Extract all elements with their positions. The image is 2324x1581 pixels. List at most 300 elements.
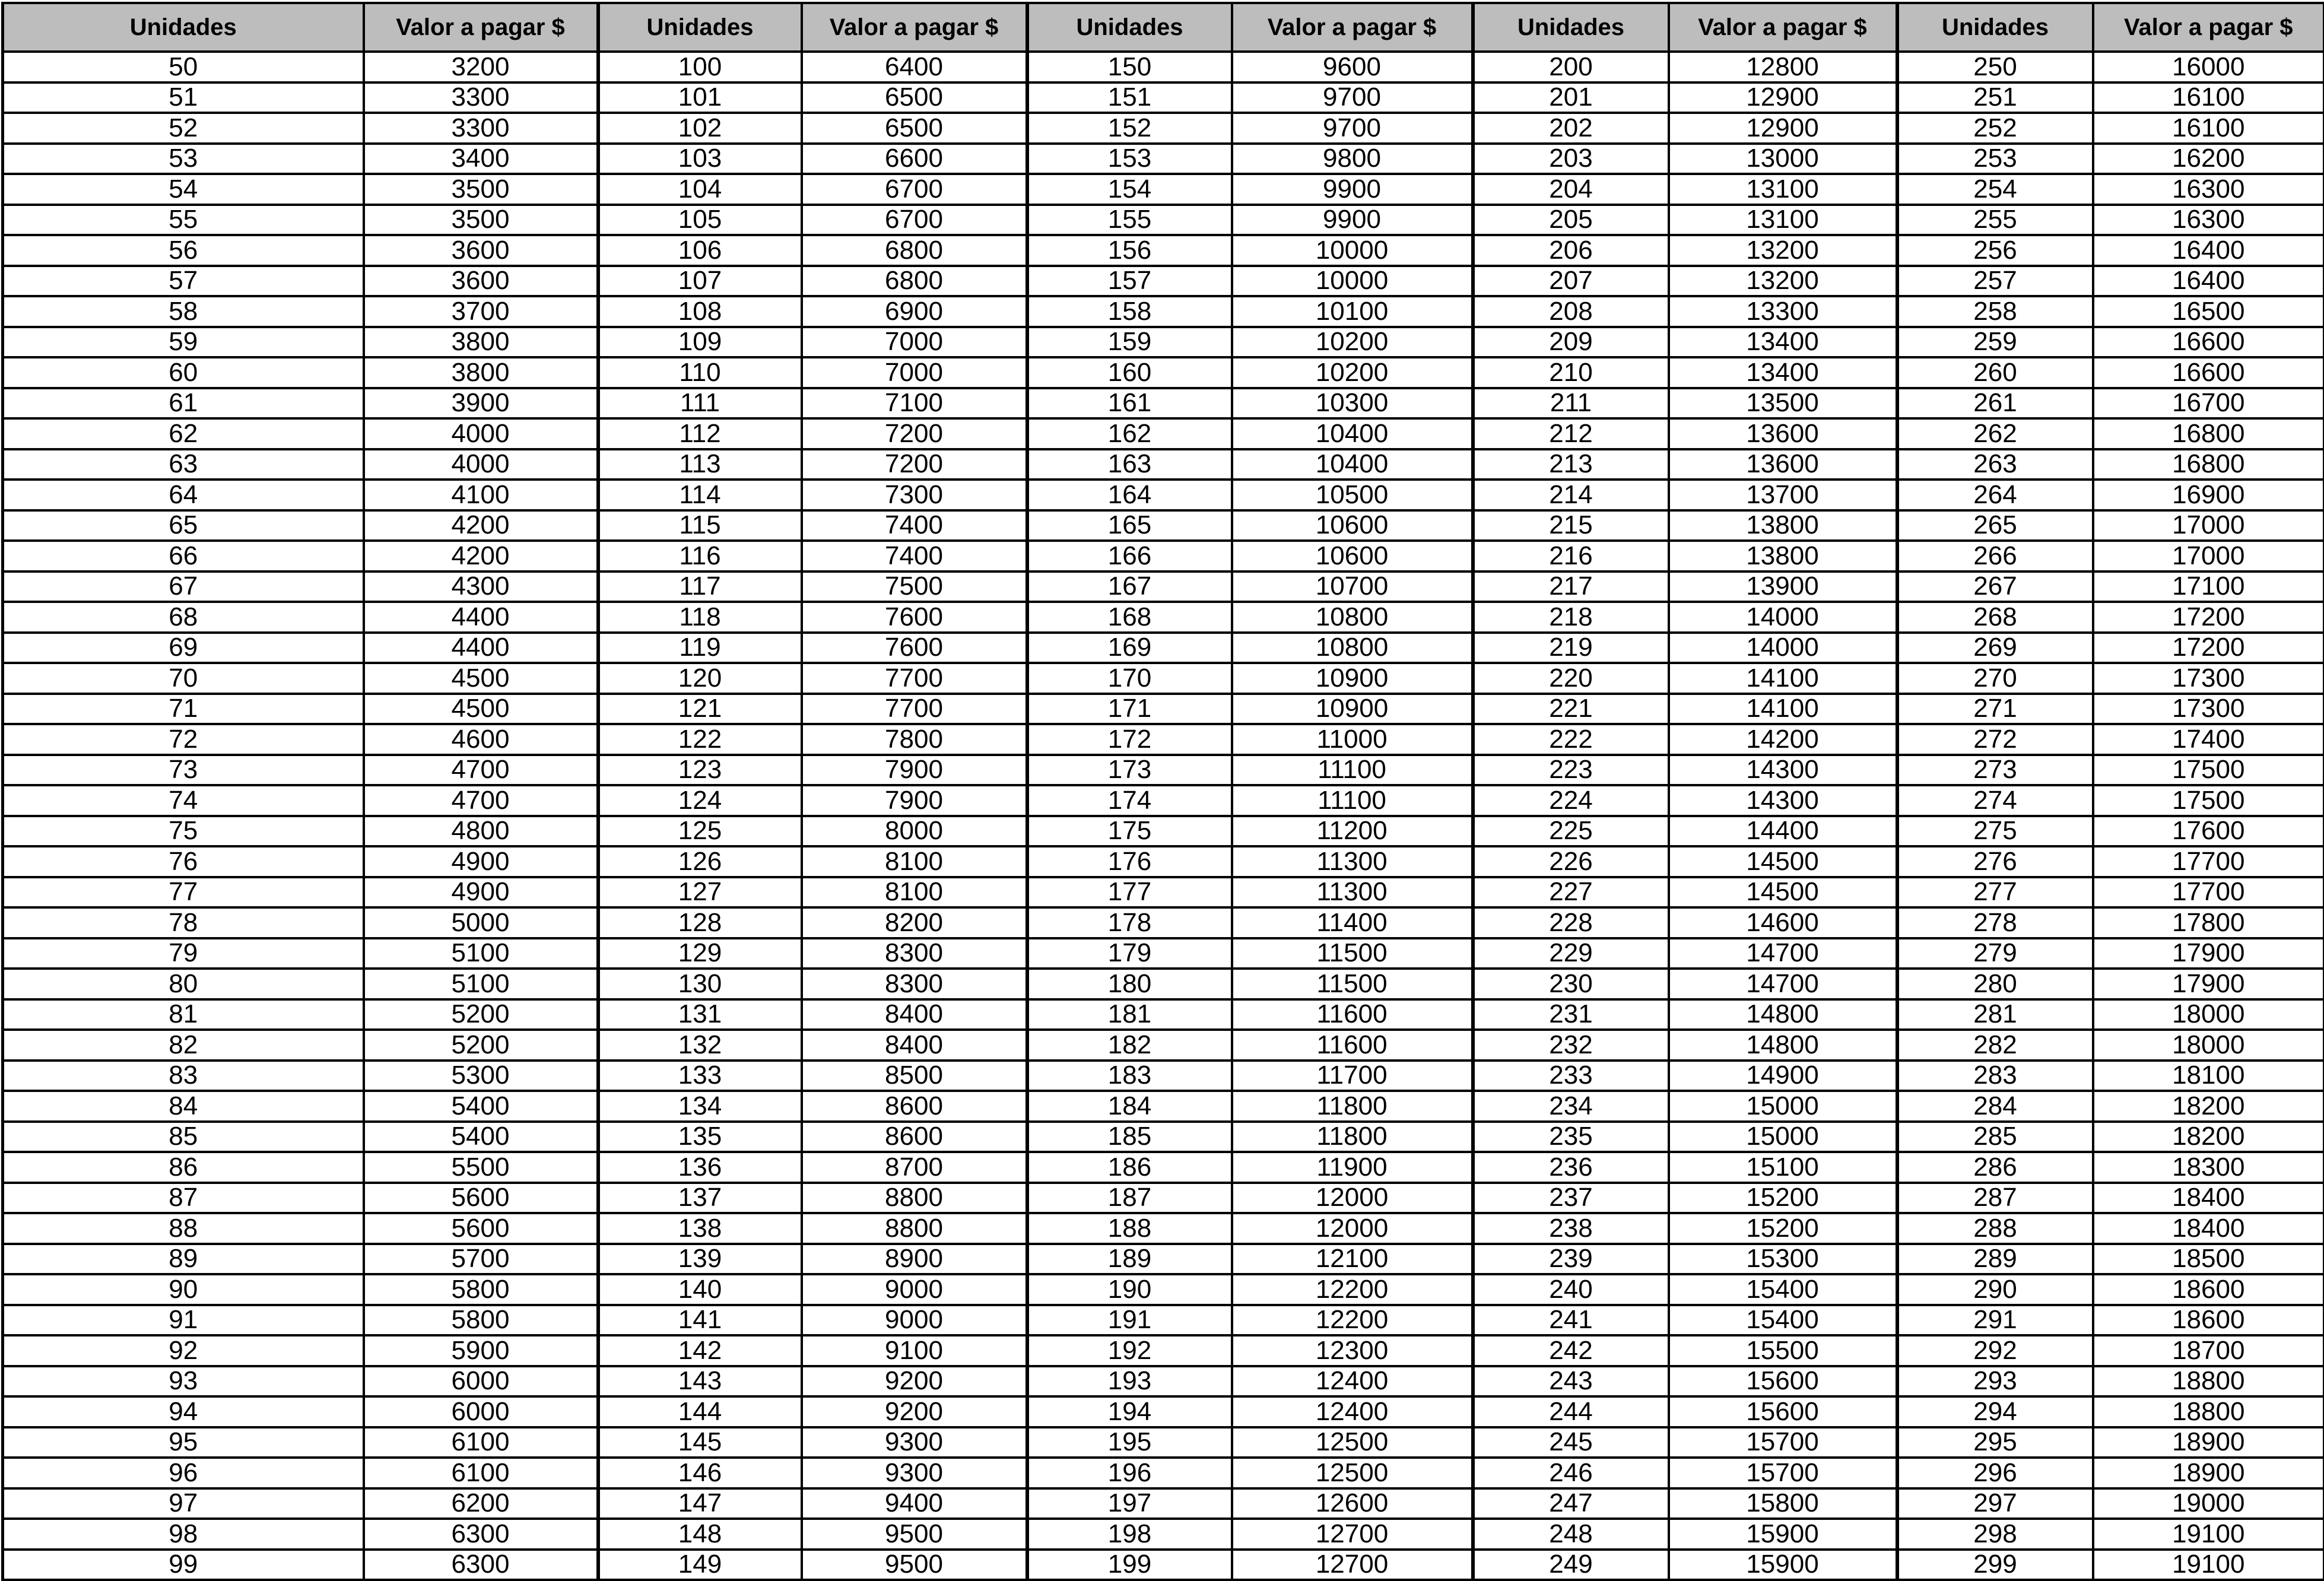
- units-cell: 134: [598, 1091, 802, 1122]
- units-cell: 65: [3, 510, 364, 541]
- table-row: [3, 1122, 2324, 1153]
- units-cell: 201: [1473, 82, 1669, 113]
- amount-cell: 5300: [364, 1061, 598, 1091]
- table-row: [3, 480, 2324, 510]
- amount-cell: 11500: [1232, 969, 1473, 999]
- amount-cell: 5600: [364, 1213, 598, 1244]
- amount-cell: 17000: [2093, 510, 2324, 541]
- amount-cell: 7900: [802, 785, 1027, 816]
- units-cell: 171: [1027, 694, 1232, 725]
- units-cell: 123: [598, 755, 802, 786]
- units-cell: 153: [1027, 144, 1232, 174]
- amount-cell: 10800: [1232, 602, 1473, 633]
- units-cell: 226: [1473, 846, 1669, 877]
- amount-cell: 13300: [1669, 296, 1897, 327]
- amount-cell: 7700: [802, 694, 1027, 725]
- amount-cell: 14000: [1669, 602, 1897, 633]
- amount-cell: 6800: [802, 266, 1027, 297]
- units-cell: 85: [3, 1122, 364, 1153]
- units-cell: 221: [1473, 694, 1669, 725]
- units-cell: 70: [3, 663, 364, 694]
- amount-cell: 12500: [1232, 1427, 1473, 1458]
- units-cell: 215: [1473, 510, 1669, 541]
- units-cell: 87: [3, 1183, 364, 1214]
- amount-cell: 12400: [1232, 1396, 1473, 1427]
- amount-cell: 17200: [2093, 602, 2324, 633]
- amount-cell: 12700: [1232, 1519, 1473, 1550]
- amount-cell: 14500: [1669, 846, 1897, 877]
- header-valor-a-pagar: Valor a pagar $: [1232, 3, 1473, 52]
- table-row: [3, 266, 2324, 297]
- amount-cell: 13800: [1669, 510, 1897, 541]
- amount-cell: 6300: [364, 1519, 598, 1550]
- amount-cell: 3500: [364, 174, 598, 205]
- units-cell: 143: [598, 1366, 802, 1397]
- table-row: [3, 1396, 2324, 1427]
- units-cell: 137: [598, 1183, 802, 1214]
- units-cell: 144: [598, 1396, 802, 1427]
- units-cell: 271: [1897, 694, 2093, 725]
- table-row: [3, 907, 2324, 938]
- units-cell: 149: [598, 1550, 802, 1580]
- units-cell: 280: [1897, 969, 2093, 999]
- units-cell: 101: [598, 82, 802, 113]
- units-cell: 53: [3, 144, 364, 174]
- amount-cell: 4200: [364, 541, 598, 572]
- amount-cell: 5100: [364, 969, 598, 999]
- amount-cell: 3600: [364, 235, 598, 266]
- units-cell: 62: [3, 418, 364, 449]
- units-cell: 244: [1473, 1396, 1669, 1427]
- table-header: [3, 3, 2324, 52]
- units-cell: 276: [1897, 846, 2093, 877]
- amount-cell: 12600: [1232, 1488, 1473, 1519]
- amount-cell: 17900: [2093, 969, 2324, 999]
- amount-cell: 8900: [802, 1244, 1027, 1275]
- units-cell: 200: [1473, 52, 1669, 82]
- table-row: [3, 1550, 2324, 1580]
- units-cell: 80: [3, 969, 364, 999]
- table-row: [3, 1274, 2324, 1305]
- units-cell: 241: [1473, 1305, 1669, 1336]
- units-cell: 104: [598, 174, 802, 205]
- units-cell: 84: [3, 1091, 364, 1122]
- amount-cell: 4500: [364, 663, 598, 694]
- amount-cell: 8300: [802, 969, 1027, 999]
- units-cell: 268: [1897, 602, 2093, 633]
- units-cell: 82: [3, 1030, 364, 1061]
- units-cell: 218: [1473, 602, 1669, 633]
- table-row: [3, 816, 2324, 847]
- units-cell: 163: [1027, 449, 1232, 480]
- units-cell: 152: [1027, 113, 1232, 144]
- amount-cell: 12000: [1232, 1213, 1473, 1244]
- amount-cell: 7500: [802, 572, 1027, 602]
- amount-cell: 7300: [802, 480, 1027, 510]
- units-cell: 287: [1897, 1183, 2093, 1214]
- units-cell: 57: [3, 266, 364, 297]
- units-cell: 230: [1473, 969, 1669, 999]
- amount-cell: 7600: [802, 633, 1027, 663]
- amount-cell: 17400: [2093, 724, 2324, 755]
- units-cell: 196: [1027, 1458, 1232, 1488]
- amount-cell: 14400: [1669, 816, 1897, 847]
- units-cell: 228: [1473, 907, 1669, 938]
- amount-cell: 7100: [802, 388, 1027, 419]
- amount-cell: 8600: [802, 1091, 1027, 1122]
- units-cell: 112: [598, 418, 802, 449]
- units-cell: 120: [598, 663, 802, 694]
- units-cell: 220: [1473, 663, 1669, 694]
- units-cell: 124: [598, 785, 802, 816]
- amount-cell: 6800: [802, 235, 1027, 266]
- amount-cell: 4400: [364, 633, 598, 663]
- units-cell: 81: [3, 999, 364, 1030]
- header-unidades: Unidades: [1897, 3, 2093, 52]
- amount-cell: 7000: [802, 327, 1027, 358]
- units-cell: 232: [1473, 1030, 1669, 1061]
- amount-cell: 14800: [1669, 1030, 1897, 1061]
- amount-cell: 14100: [1669, 663, 1897, 694]
- units-cell: 284: [1897, 1091, 2093, 1122]
- amount-cell: 7400: [802, 510, 1027, 541]
- units-cell: 91: [3, 1305, 364, 1336]
- amount-cell: 10100: [1232, 296, 1473, 327]
- amount-cell: 8300: [802, 938, 1027, 969]
- amount-cell: 17100: [2093, 572, 2324, 602]
- units-cell: 199: [1027, 1550, 1232, 1580]
- units-cell: 236: [1473, 1152, 1669, 1183]
- table-row: [3, 755, 2324, 786]
- amount-cell: 4400: [364, 602, 598, 633]
- table-row: [3, 969, 2324, 999]
- amount-cell: 10800: [1232, 633, 1473, 663]
- amount-cell: 13500: [1669, 388, 1897, 419]
- amount-cell: 7900: [802, 755, 1027, 786]
- header-valor-a-pagar: Valor a pagar $: [2093, 3, 2324, 52]
- units-cell: 274: [1897, 785, 2093, 816]
- amount-cell: 7200: [802, 449, 1027, 480]
- amount-cell: 13100: [1669, 205, 1897, 236]
- amount-cell: 16700: [2093, 388, 2324, 419]
- amount-cell: 4200: [364, 510, 598, 541]
- units-cell: 207: [1473, 266, 1669, 297]
- units-cell: 229: [1473, 938, 1669, 969]
- units-cell: 94: [3, 1396, 364, 1427]
- amount-cell: 12900: [1669, 82, 1897, 113]
- amount-cell: 12200: [1232, 1274, 1473, 1305]
- units-cell: 291: [1897, 1305, 2093, 1336]
- units-cell: 52: [3, 113, 364, 144]
- units-cell: 68: [3, 602, 364, 633]
- units-cell: 260: [1897, 357, 2093, 388]
- amount-cell: 4800: [364, 816, 598, 847]
- amount-cell: 16900: [2093, 480, 2324, 510]
- units-cell: 148: [598, 1519, 802, 1550]
- units-cell: 128: [598, 907, 802, 938]
- units-cell: 182: [1027, 1030, 1232, 1061]
- units-cell: 259: [1897, 327, 2093, 358]
- amount-cell: 5200: [364, 1030, 598, 1061]
- units-cell: 243: [1473, 1366, 1669, 1397]
- units-cell: 247: [1473, 1488, 1669, 1519]
- units-cell: 197: [1027, 1488, 1232, 1519]
- amount-cell: 4000: [364, 418, 598, 449]
- amount-cell: 14300: [1669, 755, 1897, 786]
- units-cell: 237: [1473, 1183, 1669, 1214]
- units-cell: 162: [1027, 418, 1232, 449]
- amount-cell: 9500: [802, 1550, 1027, 1580]
- units-cell: 272: [1897, 724, 2093, 755]
- amount-cell: 16400: [2093, 235, 2324, 266]
- units-cell: 99: [3, 1550, 364, 1580]
- units-cell: 73: [3, 755, 364, 786]
- amount-cell: 15900: [1669, 1519, 1897, 1550]
- amount-cell: 18600: [2093, 1305, 2324, 1336]
- table-row: [3, 1335, 2324, 1366]
- units-cell: 155: [1027, 205, 1232, 236]
- amount-cell: 14700: [1669, 938, 1897, 969]
- amount-cell: 11400: [1232, 907, 1473, 938]
- amount-cell: 10000: [1232, 266, 1473, 297]
- units-cell: 131: [598, 999, 802, 1030]
- amount-cell: 11600: [1232, 999, 1473, 1030]
- amount-cell: 18400: [2093, 1213, 2324, 1244]
- units-cell: 255: [1897, 205, 2093, 236]
- units-cell: 209: [1473, 327, 1669, 358]
- units-cell: 224: [1473, 785, 1669, 816]
- amount-cell: 10700: [1232, 572, 1473, 602]
- amount-cell: 7800: [802, 724, 1027, 755]
- amount-cell: 6100: [364, 1458, 598, 1488]
- units-cell: 231: [1473, 999, 1669, 1030]
- units-cell: 159: [1027, 327, 1232, 358]
- amount-cell: 9600: [1232, 52, 1473, 82]
- amount-cell: 11800: [1232, 1122, 1473, 1153]
- amount-cell: 16600: [2093, 357, 2324, 388]
- amount-cell: 16400: [2093, 266, 2324, 297]
- units-cell: 145: [598, 1427, 802, 1458]
- amount-cell: 9200: [802, 1366, 1027, 1397]
- units-cell: 264: [1897, 480, 2093, 510]
- units-cell: 110: [598, 357, 802, 388]
- table-row: [3, 82, 2324, 113]
- header-row: [3, 3, 2324, 52]
- amount-cell: 17300: [2093, 663, 2324, 694]
- amount-cell: 19100: [2093, 1519, 2324, 1550]
- amount-cell: 17900: [2093, 938, 2324, 969]
- units-cell: 158: [1027, 296, 1232, 327]
- units-cell: 105: [598, 205, 802, 236]
- amount-cell: 17000: [2093, 541, 2324, 572]
- table-row: [3, 1213, 2324, 1244]
- table-row: [3, 1305, 2324, 1336]
- amount-cell: 17600: [2093, 816, 2324, 847]
- table-row: [3, 938, 2324, 969]
- amount-cell: 5100: [364, 938, 598, 969]
- amount-cell: 10600: [1232, 510, 1473, 541]
- amount-cell: 15500: [1669, 1335, 1897, 1366]
- units-cell: 265: [1897, 510, 2093, 541]
- table-row: [3, 235, 2324, 266]
- units-cell: 121: [598, 694, 802, 725]
- table-row: [3, 1366, 2324, 1397]
- units-cell: 103: [598, 144, 802, 174]
- units-cell: 252: [1897, 113, 2093, 144]
- amount-cell: 11800: [1232, 1091, 1473, 1122]
- amount-cell: 11100: [1232, 755, 1473, 786]
- units-cell: 294: [1897, 1396, 2093, 1427]
- amount-cell: 5600: [364, 1183, 598, 1214]
- units-cell: 76: [3, 846, 364, 877]
- units-cell: 113: [598, 449, 802, 480]
- amount-cell: 7700: [802, 663, 1027, 694]
- amount-cell: 11100: [1232, 785, 1473, 816]
- units-cell: 245: [1473, 1427, 1669, 1458]
- units-cell: 78: [3, 907, 364, 938]
- amount-cell: 8600: [802, 1122, 1027, 1153]
- table-row: [3, 357, 2324, 388]
- amount-cell: 18800: [2093, 1366, 2324, 1397]
- units-cell: 66: [3, 541, 364, 572]
- units-cell: 222: [1473, 724, 1669, 755]
- amount-cell: 15700: [1669, 1458, 1897, 1488]
- amount-cell: 15200: [1669, 1213, 1897, 1244]
- table-row: [3, 113, 2324, 144]
- amount-cell: 4700: [364, 785, 598, 816]
- amount-cell: 17700: [2093, 877, 2324, 908]
- units-cell: 292: [1897, 1335, 2093, 1366]
- amount-cell: 11300: [1232, 846, 1473, 877]
- units-cell: 202: [1473, 113, 1669, 144]
- units-cell: 217: [1473, 572, 1669, 602]
- units-cell: 139: [598, 1244, 802, 1275]
- amount-cell: 4500: [364, 694, 598, 725]
- amount-cell: 5700: [364, 1244, 598, 1275]
- units-cell: 181: [1027, 999, 1232, 1030]
- units-cell: 108: [598, 296, 802, 327]
- amount-cell: 6100: [364, 1427, 598, 1458]
- units-cell: 154: [1027, 174, 1232, 205]
- units-cell: 50: [3, 52, 364, 82]
- amount-cell: 8000: [802, 816, 1027, 847]
- units-cell: 212: [1473, 418, 1669, 449]
- units-cell: 246: [1473, 1458, 1669, 1488]
- units-cell: 195: [1027, 1427, 1232, 1458]
- units-cell: 298: [1897, 1519, 2093, 1550]
- amount-cell: 7400: [802, 541, 1027, 572]
- amount-cell: 17300: [2093, 694, 2324, 725]
- table-row: [3, 541, 2324, 572]
- amount-cell: 7000: [802, 357, 1027, 388]
- amount-cell: 6600: [802, 144, 1027, 174]
- amount-cell: 5500: [364, 1152, 598, 1183]
- amount-cell: 10900: [1232, 663, 1473, 694]
- units-cell: 151: [1027, 82, 1232, 113]
- amount-cell: 18000: [2093, 999, 2324, 1030]
- amount-cell: 5800: [364, 1274, 598, 1305]
- units-cell: 167: [1027, 572, 1232, 602]
- amount-cell: 15800: [1669, 1488, 1897, 1519]
- table-row: [3, 510, 2324, 541]
- units-cell: 107: [598, 266, 802, 297]
- amount-cell: 14500: [1669, 877, 1897, 908]
- amount-cell: 14800: [1669, 999, 1897, 1030]
- units-cell: 172: [1027, 724, 1232, 755]
- amount-cell: 8400: [802, 999, 1027, 1030]
- units-cell: 77: [3, 877, 364, 908]
- amount-cell: 9500: [802, 1519, 1027, 1550]
- table-row: [3, 663, 2324, 694]
- amount-cell: 13200: [1669, 266, 1897, 297]
- amount-cell: 13800: [1669, 541, 1897, 572]
- units-cell: 216: [1473, 541, 1669, 572]
- amount-cell: 13600: [1669, 418, 1897, 449]
- units-cell: 89: [3, 1244, 364, 1275]
- amount-cell: 6300: [364, 1550, 598, 1580]
- units-cell: 285: [1897, 1122, 2093, 1153]
- units-cell: 72: [3, 724, 364, 755]
- units-cell: 191: [1027, 1305, 1232, 1336]
- units-cell: 278: [1897, 907, 2093, 938]
- amount-cell: 18300: [2093, 1152, 2324, 1183]
- units-cell: 269: [1897, 633, 2093, 663]
- amount-cell: 15200: [1669, 1183, 1897, 1214]
- amount-cell: 8800: [802, 1213, 1027, 1244]
- table-row: [3, 1488, 2324, 1519]
- amount-cell: 18600: [2093, 1274, 2324, 1305]
- amount-cell: 4100: [364, 480, 598, 510]
- units-cell: 100: [598, 52, 802, 82]
- amount-cell: 3600: [364, 266, 598, 297]
- amount-cell: 9900: [1232, 205, 1473, 236]
- amount-cell: 3200: [364, 52, 598, 82]
- amount-cell: 18900: [2093, 1458, 2324, 1488]
- amount-cell: 18100: [2093, 1061, 2324, 1091]
- amount-cell: 19000: [2093, 1488, 2324, 1519]
- units-cell: 254: [1897, 174, 2093, 205]
- amount-cell: 3800: [364, 357, 598, 388]
- amount-cell: 14100: [1669, 694, 1897, 725]
- units-cell: 174: [1027, 785, 1232, 816]
- amount-cell: 5800: [364, 1305, 598, 1336]
- units-cell: 141: [598, 1305, 802, 1336]
- table-row: [3, 1061, 2324, 1091]
- units-cell: 297: [1897, 1488, 2093, 1519]
- amount-cell: 16800: [2093, 418, 2324, 449]
- units-cell: 75: [3, 816, 364, 847]
- amount-cell: 6500: [802, 82, 1027, 113]
- amount-cell: 15000: [1669, 1122, 1897, 1153]
- amount-cell: 14600: [1669, 907, 1897, 938]
- amount-cell: 4900: [364, 846, 598, 877]
- amount-cell: 7600: [802, 602, 1027, 633]
- amount-cell: 6700: [802, 205, 1027, 236]
- amount-cell: 12500: [1232, 1458, 1473, 1488]
- amount-cell: 3800: [364, 327, 598, 358]
- amount-cell: 3500: [364, 205, 598, 236]
- units-cell: 61: [3, 388, 364, 419]
- price-table: [1, 2, 2324, 1581]
- amount-cell: 16300: [2093, 205, 2324, 236]
- amount-cell: 5400: [364, 1122, 598, 1153]
- amount-cell: 15400: [1669, 1305, 1897, 1336]
- amount-cell: 13400: [1669, 327, 1897, 358]
- amount-cell: 17500: [2093, 755, 2324, 786]
- units-cell: 175: [1027, 816, 1232, 847]
- units-cell: 225: [1473, 816, 1669, 847]
- table-row: [3, 846, 2324, 877]
